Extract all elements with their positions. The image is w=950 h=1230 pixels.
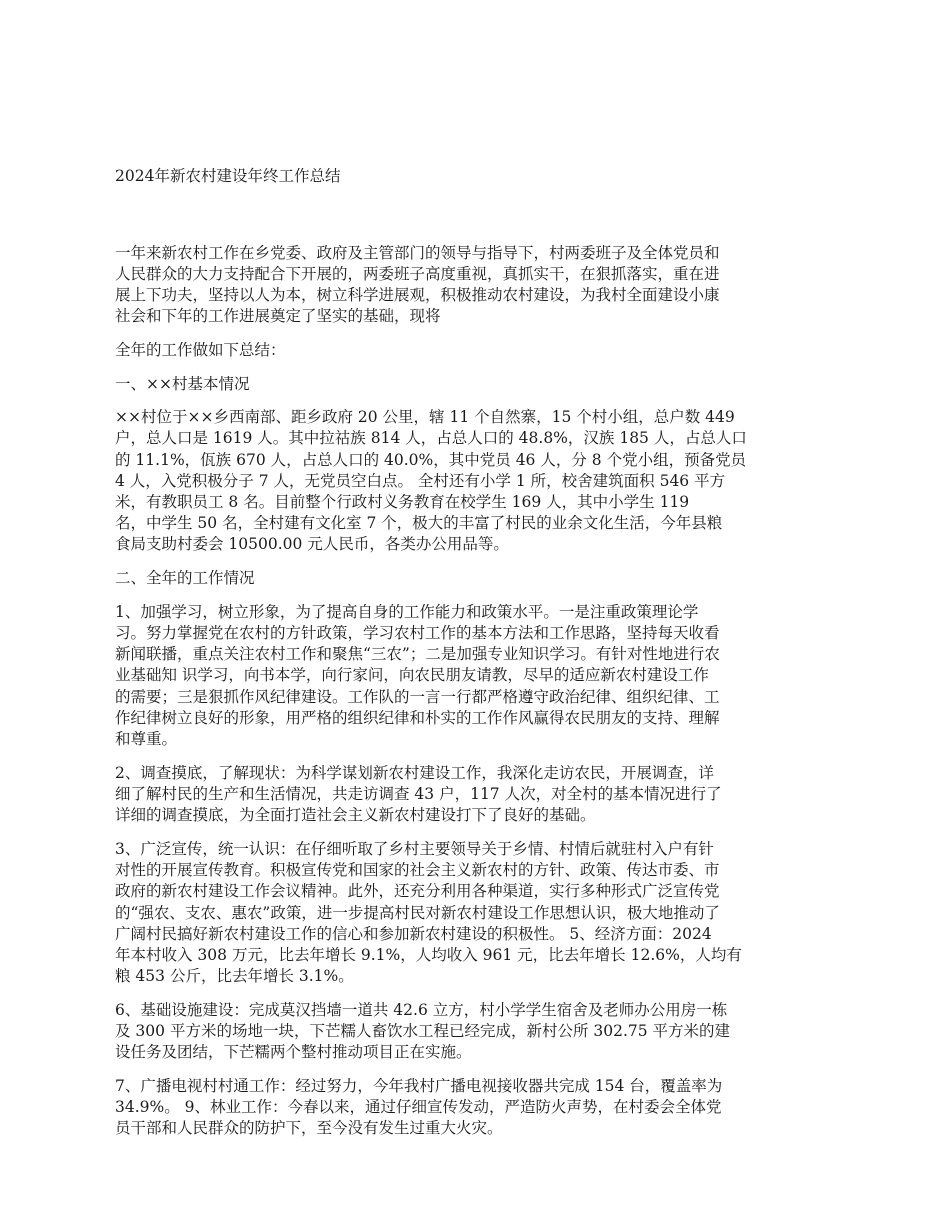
document-body	[115, 243, 841, 1140]
paragraph-line: 二、全年的工作情况	[115, 569, 255, 588]
paragraph-line: 人民群众的大力支持配合下开展的，两委班子高度重视，真抓实干，在狠抓落实，重在进	[115, 264, 720, 283]
paragraph-line: 4 人，入党积极分子 7 人，无党员空白点。 全村还有小学 1 所，校舍建筑面积 546 平方	[115, 471, 726, 490]
paragraph-line: 粮 453 公斤，比去年增长 3.1%。	[115, 967, 354, 986]
paragraph-heading-1	[115, 374, 841, 395]
paragraph-line: 一、××村基本情况	[115, 374, 250, 393]
paragraph-line: 政府的新农村建设工作会议精神。此外，还充分利用各种渠道，实行多种形式广泛宣传党	[115, 882, 720, 901]
paragraph-line: 广阔村民搞好新农村建设工作的信心和参加新农村建设的积极性。 5、经济方面：2024	[115, 924, 712, 943]
paragraph-line: 的需要；三是狠抓作风纪律建设。工作队的一言一行都严格遵守政治纪律、组织纪律、工	[115, 687, 720, 706]
paragraph-line: 习。努力掌握党在农村的方针政策，学习农村工作的基本方法和工作思路，坚持每天收看	[115, 624, 720, 643]
paragraph-line: 食局支助村委会 10500.00 元人民币，各类办公用品等。	[115, 535, 509, 554]
paragraph-line: 名，中学生 50 名，全村建有文化室 7 个，极大的丰富了村民的业余文化生活，今年县粮	[115, 514, 723, 533]
paragraph-line: 2、调查摸底，了解现状：为科学谋划新农村建设工作，我深化走访农民，开展调查，详	[115, 763, 714, 782]
paragraph-heading-2	[115, 568, 841, 589]
document-page	[115, 124, 841, 1152]
paragraph-line: 员干部和人民群众的防护下，至今没有发生过重大火灾。	[115, 1119, 503, 1138]
paragraph-line: 新闻联播，重点关注农村工作和聚焦“三农”；二是加强专业知识学习。有针对性地进行农	[115, 645, 720, 664]
paragraph-line: 作纪律树立良好的形象，用严格的组织纪律和朴实的工作作风赢得农民朋友的支持、理解	[115, 708, 720, 727]
paragraph-line: 的“强农、支农、惠农”政策，进一步提高村民对新农村建设工作思想认识，极大地推动了	[115, 903, 720, 922]
paragraph-item-7	[115, 1076, 841, 1140]
paragraph-line: 业基础知 识学习，向书本学，向行家问，向农民朋友请教，尽早的适应新农村建设工作	[115, 666, 709, 685]
paragraph-line: 7、广播电视村村通工作：经过努力，今年我村广播电视接收器共完成 154 台，覆盖率为	[115, 1076, 723, 1095]
paragraph-line: 全年的工作做如下总结：	[115, 340, 286, 359]
paragraph-line: 6、基础设施建设：完成莫汉挡墙一道共 42.6 立方，村小学学生宿舍及老师办公用房一栋	[115, 1000, 728, 1019]
paragraph-line: 细了解村民的生产和生活情况，共走访调查 43 户，117 人次，对全村的基本情况进行了	[115, 784, 722, 803]
paragraph-item-1	[115, 602, 841, 750]
paragraph-line: ××村位于××乡西南部、距乡政府 20 公里，辖 11 个自然寨，15 个村小组，总户数 449	[115, 408, 735, 427]
paragraph-line: 的 11.1%，佤族 670 人，占总人口的 40.0%，其中党员 46 人，分 8 个党小组，预备党员	[115, 450, 747, 469]
paragraph-line: 户，总人口是 1619 人。其中拉祜族 814 人，占总人口的 48.8%，汉族 185 人，占总人口	[115, 429, 747, 448]
paragraph-line: 对性的开展宣传教育。积极宣传党和国家的社会主义新农村的方针、政策、传达市委、市	[115, 861, 720, 880]
paragraph-summary-intro	[115, 340, 841, 361]
document-title: 2024年新农村建设年终工作总结	[115, 167, 341, 186]
paragraph-line: 年本村收入 308 万元，比去年增长 9.1%，人均收入 961 元，比去年增长 12.6%，人均有	[115, 945, 742, 964]
paragraph-line: 1、加强学习，树立形象，为了提高自身的工作能力和政策水平。一是注重政策理论学	[115, 602, 699, 621]
paragraph-line: 3、广泛宣传，统一认识：在仔细听取了乡村主要领导关于乡情、村情后就驻村入户有针	[115, 839, 714, 858]
paragraph-line: 设任务及团结，下芒糯两个整村推动项目正在实施。	[115, 1043, 472, 1062]
paragraph-item-2	[115, 763, 841, 827]
paragraph-line: 详细的调查摸底，为全面打造社会主义新农村建设打下了良好的基础。	[115, 806, 596, 825]
paragraph-line: 社会和下年的工作进展奠定了坚实的基础，现将	[115, 307, 441, 326]
paragraph-intro	[115, 243, 841, 328]
paragraph-line: 及 300 平方米的场地一块，下芒糯人畜饮水工程已经完成，新村公所 302.75 平方米的建	[115, 1022, 731, 1041]
paragraph-line: 米，有教职员工 8 名。目前整个行政村义务教育在校学生 169 人，其中小学生 119	[115, 493, 690, 512]
paragraph-item-6	[115, 1000, 841, 1064]
paragraph-basic-info	[115, 407, 841, 555]
paragraph-line: 一年来新农村工作在乡党委、政府及主管部门的领导与指导下，村两委班子及全体党员和	[115, 243, 720, 262]
paragraph-line: 展上下功夫，坚持以人为本，树立科学进展观，积极推动农村建设，为我村全面建设小康	[115, 285, 720, 304]
paragraph-item-3	[115, 839, 841, 987]
paragraph-line: 和尊重。	[115, 730, 178, 749]
paragraph-line: 34.9%。 9、林业工作：今春以来，通过仔细宣传发动，严造防火声势，在村委会全体党	[115, 1098, 722, 1117]
